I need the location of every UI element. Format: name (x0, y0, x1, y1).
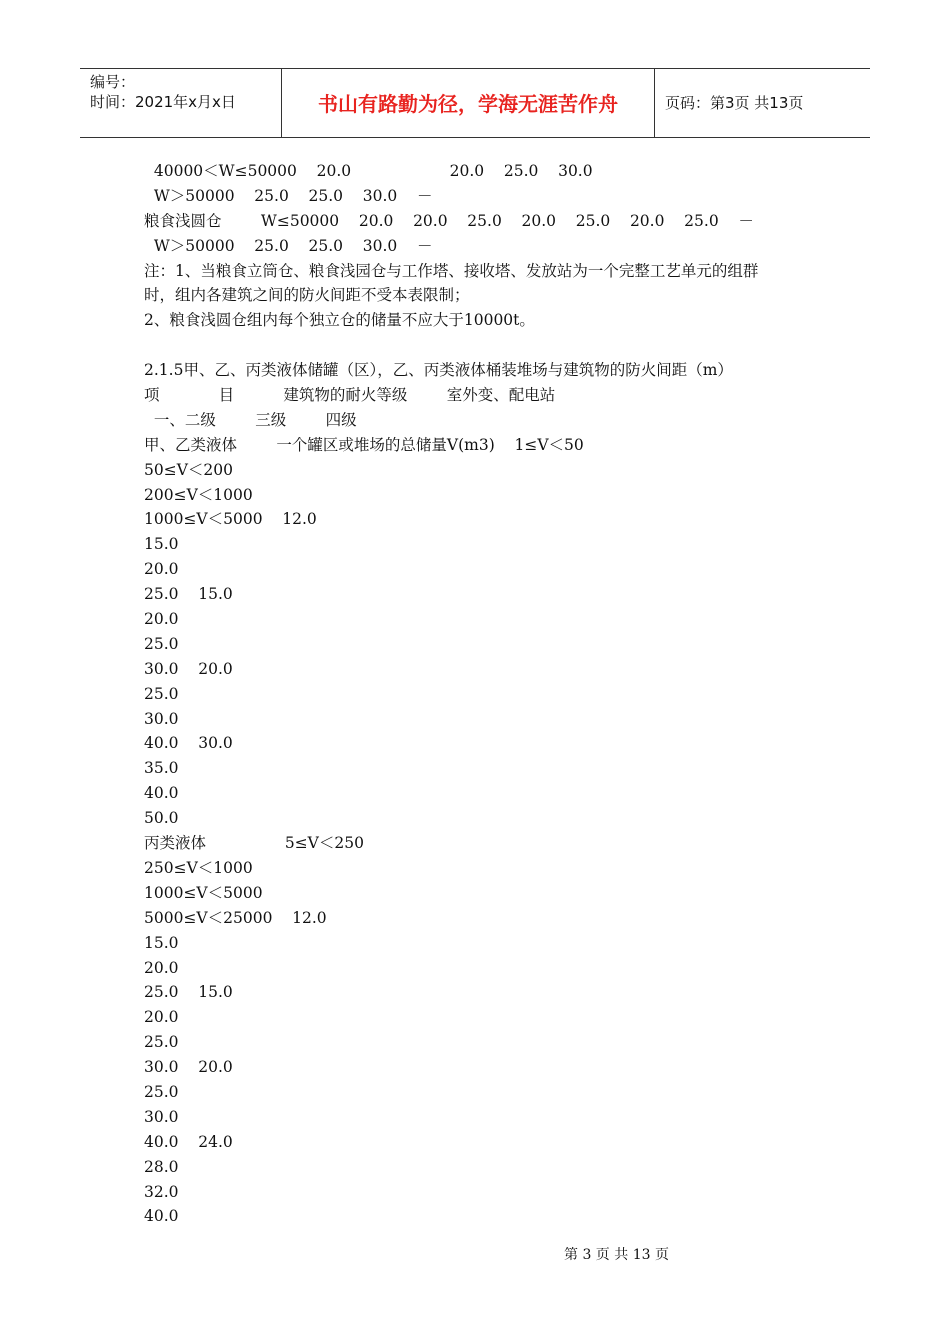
code-label: 编号： (90, 73, 136, 91)
text-line: 20.0 (144, 560, 179, 579)
text-line: 1000≤V＜5000 12.0 (144, 510, 317, 529)
text-line: 项 目 建筑物的耐火等级 室外变、配电站 (144, 386, 556, 405)
text-line: 25.0 15.0 (144, 983, 233, 1002)
text-line: 甲、乙类液体 一个罐区或堆场的总储量V(m3) 1≤V＜50 (144, 435, 584, 454)
text-line: 30.0 20.0 (144, 659, 233, 678)
page-footer: 第 3 页 共 13 页 (564, 1247, 669, 1263)
text-line: 40.0 24.0 (144, 1132, 233, 1151)
text-line: 25.0 (144, 634, 179, 653)
text-line: 30.0 (144, 709, 179, 728)
text-line: 25.0 (144, 1082, 179, 1101)
header-left-cell (80, 69, 282, 137)
text-line: 2.1.5甲、乙、丙类液体储罐（区），乙、丙类液体桶装堆场与建筑物的防火间距（m） (144, 361, 733, 380)
header-middle-cell (282, 69, 655, 137)
text-line: 30.0 (144, 1107, 179, 1126)
date-label: 时间：2021年x月x日 (90, 93, 236, 111)
text-line: 20.0 (144, 1008, 179, 1027)
text-line: W＞50000 25.0 25.0 30.0 － (144, 186, 433, 205)
text-line: W＞50000 25.0 25.0 30.0 － (144, 236, 433, 255)
text-line: 粮食浅圆仓 W≤50000 20.0 20.0 25.0 20.0 25.0 20.0 25.0 － (144, 211, 754, 230)
text-line: 25.0 (144, 1033, 179, 1052)
text-line: 2、粮食浅圆仓组内每个独立仓的储量不应大于10000t。 (144, 311, 535, 330)
text-line: 20.0 (144, 610, 179, 629)
text-line (144, 333, 834, 358)
text-line: 32.0 (144, 1182, 179, 1201)
text-line: 15.0 (144, 933, 179, 952)
text-line: 50.0 (144, 809, 179, 828)
text-line: 5000≤V＜25000 12.0 (144, 908, 327, 927)
text-line: 15.0 (144, 535, 179, 554)
text-line: 1000≤V＜5000 (144, 883, 263, 902)
text-line: 25.0 (144, 684, 179, 703)
text-line: 50≤V＜200 (144, 460, 233, 479)
page-header (80, 68, 870, 138)
text-line: 40.0 30.0 (144, 734, 233, 753)
text-line: 30.0 20.0 (144, 1058, 233, 1077)
text-line: 时，组内各建筑之间的防火间距不受本表限制； (144, 286, 470, 305)
text-line: 40.0 (144, 1207, 179, 1226)
text-line: 20.0 (144, 958, 179, 977)
text-line: 一、二级 三级 四级 (144, 410, 357, 429)
header-page-info: 页码：第3页 共13页 (665, 94, 804, 112)
text-line: 250≤V＜1000 (144, 858, 253, 877)
text-line: 35.0 (144, 759, 179, 778)
text-line: 注：1、当粮食立筒仓、粮食浅园仓与工作塔、接收塔、发放站为一个完整工艺单元的组群 (144, 261, 759, 280)
document-body (144, 159, 834, 1229)
header-motto: 书山有路勤为径，学海无涯苦作舟 (318, 92, 618, 116)
text-line: 200≤V＜1000 (144, 485, 253, 504)
header-right-cell (655, 69, 870, 137)
text-line: 25.0 15.0 (144, 585, 233, 604)
text-line: 40.0 (144, 784, 179, 803)
text-line: 丙类液体 5≤V＜250 (144, 834, 364, 853)
text-line: 40000＜W≤50000 20.0 20.0 25.0 30.0 (144, 162, 593, 180)
text-line: 28.0 (144, 1157, 179, 1176)
